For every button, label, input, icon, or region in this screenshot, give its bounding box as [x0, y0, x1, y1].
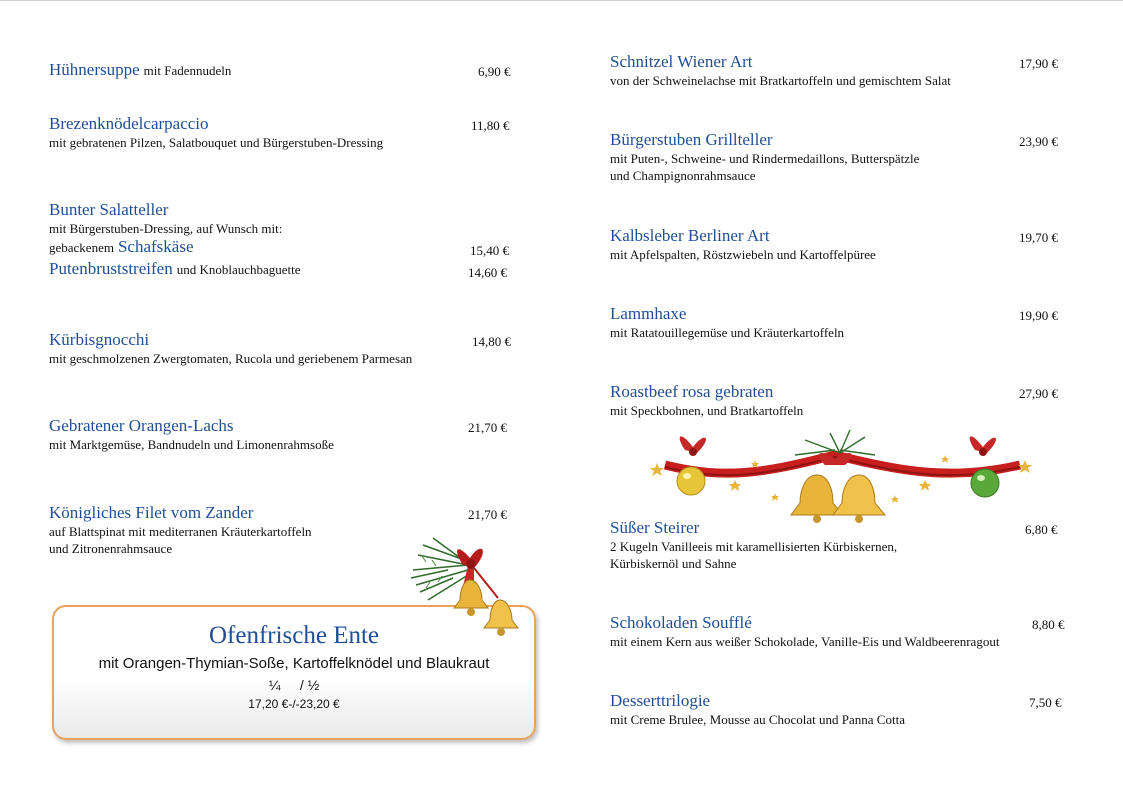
item-name: Kalbsleber Berliner Art	[610, 226, 770, 245]
option-price: 14,60 €	[468, 265, 507, 280]
item-price: 27,90 €	[1019, 386, 1058, 401]
item-description: mit Speckbohnen, und Bratkartoffeln	[610, 403, 804, 418]
item-description: mit Marktgemüse, Bandnudeln und Limonenrahmsoße	[49, 437, 334, 452]
menu-item-roastbeef	[610, 382, 803, 419]
item-price: 11,80 €	[471, 118, 510, 133]
item-name: Bunter Salatteller	[49, 200, 169, 219]
item-name: Roastbeef rosa gebraten	[610, 382, 774, 401]
special-portions: ¼ / ½	[268, 677, 320, 693]
item-description: mit Puten-, Schweine- und Rindermedaillons, Butterspätzle	[610, 151, 920, 166]
option-name-turkey-strips: Putenbruststreifen	[49, 259, 173, 278]
menu-item-grill	[610, 130, 919, 184]
special-price: 17,20 €-/-23,20 €	[248, 697, 340, 711]
page-top-border	[0, 0, 1123, 1]
menu-item-gnocchi	[49, 330, 412, 367]
item-price: 21,70 €	[468, 507, 507, 522]
christmas-garland-icon	[645, 425, 1040, 525]
item-price: 6,80 €	[1025, 522, 1058, 537]
menu-item-zander	[49, 503, 312, 557]
menu-item-lamb	[610, 304, 844, 341]
item-description: mit Apfelspalten, Röstzwiebeln und Kartoffelpüree	[610, 247, 876, 262]
item-name: Gebratener Orangen-Lachs	[49, 416, 234, 435]
item-description: 2 Kugeln Vanilleeis mit karamellisierten Kürbiskernen,	[610, 539, 898, 554]
item-description: und Zitronenrahmsauce	[49, 541, 173, 556]
christmas-bells-icon	[408, 530, 533, 640]
item-description: Kürbiskernöl und Sahne	[610, 556, 737, 571]
item-description: und Champignonrahmsauce	[610, 168, 756, 183]
item-name: Brezenknödelcarpaccio	[49, 114, 209, 133]
item-price: 7,50 €	[1029, 695, 1062, 710]
option-prefix: gebackenem	[49, 240, 114, 255]
item-price: 19,90 €	[1019, 308, 1058, 323]
item-name: Bürgerstuben Grillteller	[610, 130, 773, 149]
item-name: Süßer Steirer	[610, 518, 700, 537]
item-name: Hühnersuppe	[49, 60, 140, 79]
option-suffix: und Knoblauchbaguette	[176, 262, 301, 277]
item-description: auf Blattspinat mit mediterranen Kräuterkartoffeln	[49, 524, 312, 539]
menu-item-liver	[610, 226, 876, 263]
item-description: mit Creme Brulee, Mousse au Chocolat und Panna Cotta	[610, 712, 905, 727]
menu-item-schnitzel	[610, 52, 951, 89]
item-name: Königliches Filet vom Zander	[49, 503, 254, 522]
special-subtitle: mit Orangen-Thymian-Soße, Kartoffelknödel und Blaukraut	[98, 655, 490, 672]
item-price: 23,90 €	[1019, 134, 1058, 149]
item-price: 21,70 €	[468, 420, 507, 435]
item-description: mit einem Kern aus weißer Schokolade, Vanille-Eis und Waldbeerenragout	[610, 634, 1000, 649]
item-name: Desserttrilogie	[610, 691, 711, 710]
item-price: 14,80 €	[472, 334, 511, 349]
menu-item-soup	[49, 60, 231, 80]
item-name: Lammhaxe	[610, 304, 687, 323]
item-extra: mit Fadennudeln	[143, 63, 232, 78]
menu-item-steirer	[610, 518, 897, 572]
item-name: Schokoladen Soufflé	[610, 613, 752, 632]
item-description: mit Bürgerstuben-Dressing, auf Wunsch mit:	[49, 221, 283, 236]
item-description: mit Ratatouillegemüse und Kräuterkartoffeln	[610, 325, 845, 340]
item-description: mit gebratenen Pilzen, Salatbouquet und Bürgerstuben-Dressing	[49, 135, 384, 150]
menu-item-dessert-trilogy	[610, 691, 905, 728]
item-price: 8,80 €	[1032, 617, 1065, 632]
menu-item-salmon	[49, 416, 334, 453]
menu-item-salad	[49, 200, 301, 281]
option-name-sheep-cheese: Schafskäse	[117, 237, 194, 256]
item-price: 19,70 €	[1019, 230, 1058, 245]
item-description: mit geschmolzenen Zwergtomaten, Rucola und geriebenem Parmesan	[49, 351, 413, 366]
option-price: 15,40 €	[470, 243, 509, 258]
item-name: Kürbisgnocchi	[49, 330, 150, 349]
special-title: Ofenfrische Ente	[208, 622, 380, 649]
menu-item-carpaccio	[49, 114, 383, 151]
menu-item-souffle	[610, 613, 999, 650]
item-price: 17,90 €	[1019, 56, 1058, 71]
item-name: Schnitzel Wiener Art	[610, 52, 753, 71]
item-description: von der Schweinelachse mit Bratkartoffeln und gemischtem Salat	[610, 73, 951, 88]
item-price: 6,90 €	[478, 64, 511, 79]
